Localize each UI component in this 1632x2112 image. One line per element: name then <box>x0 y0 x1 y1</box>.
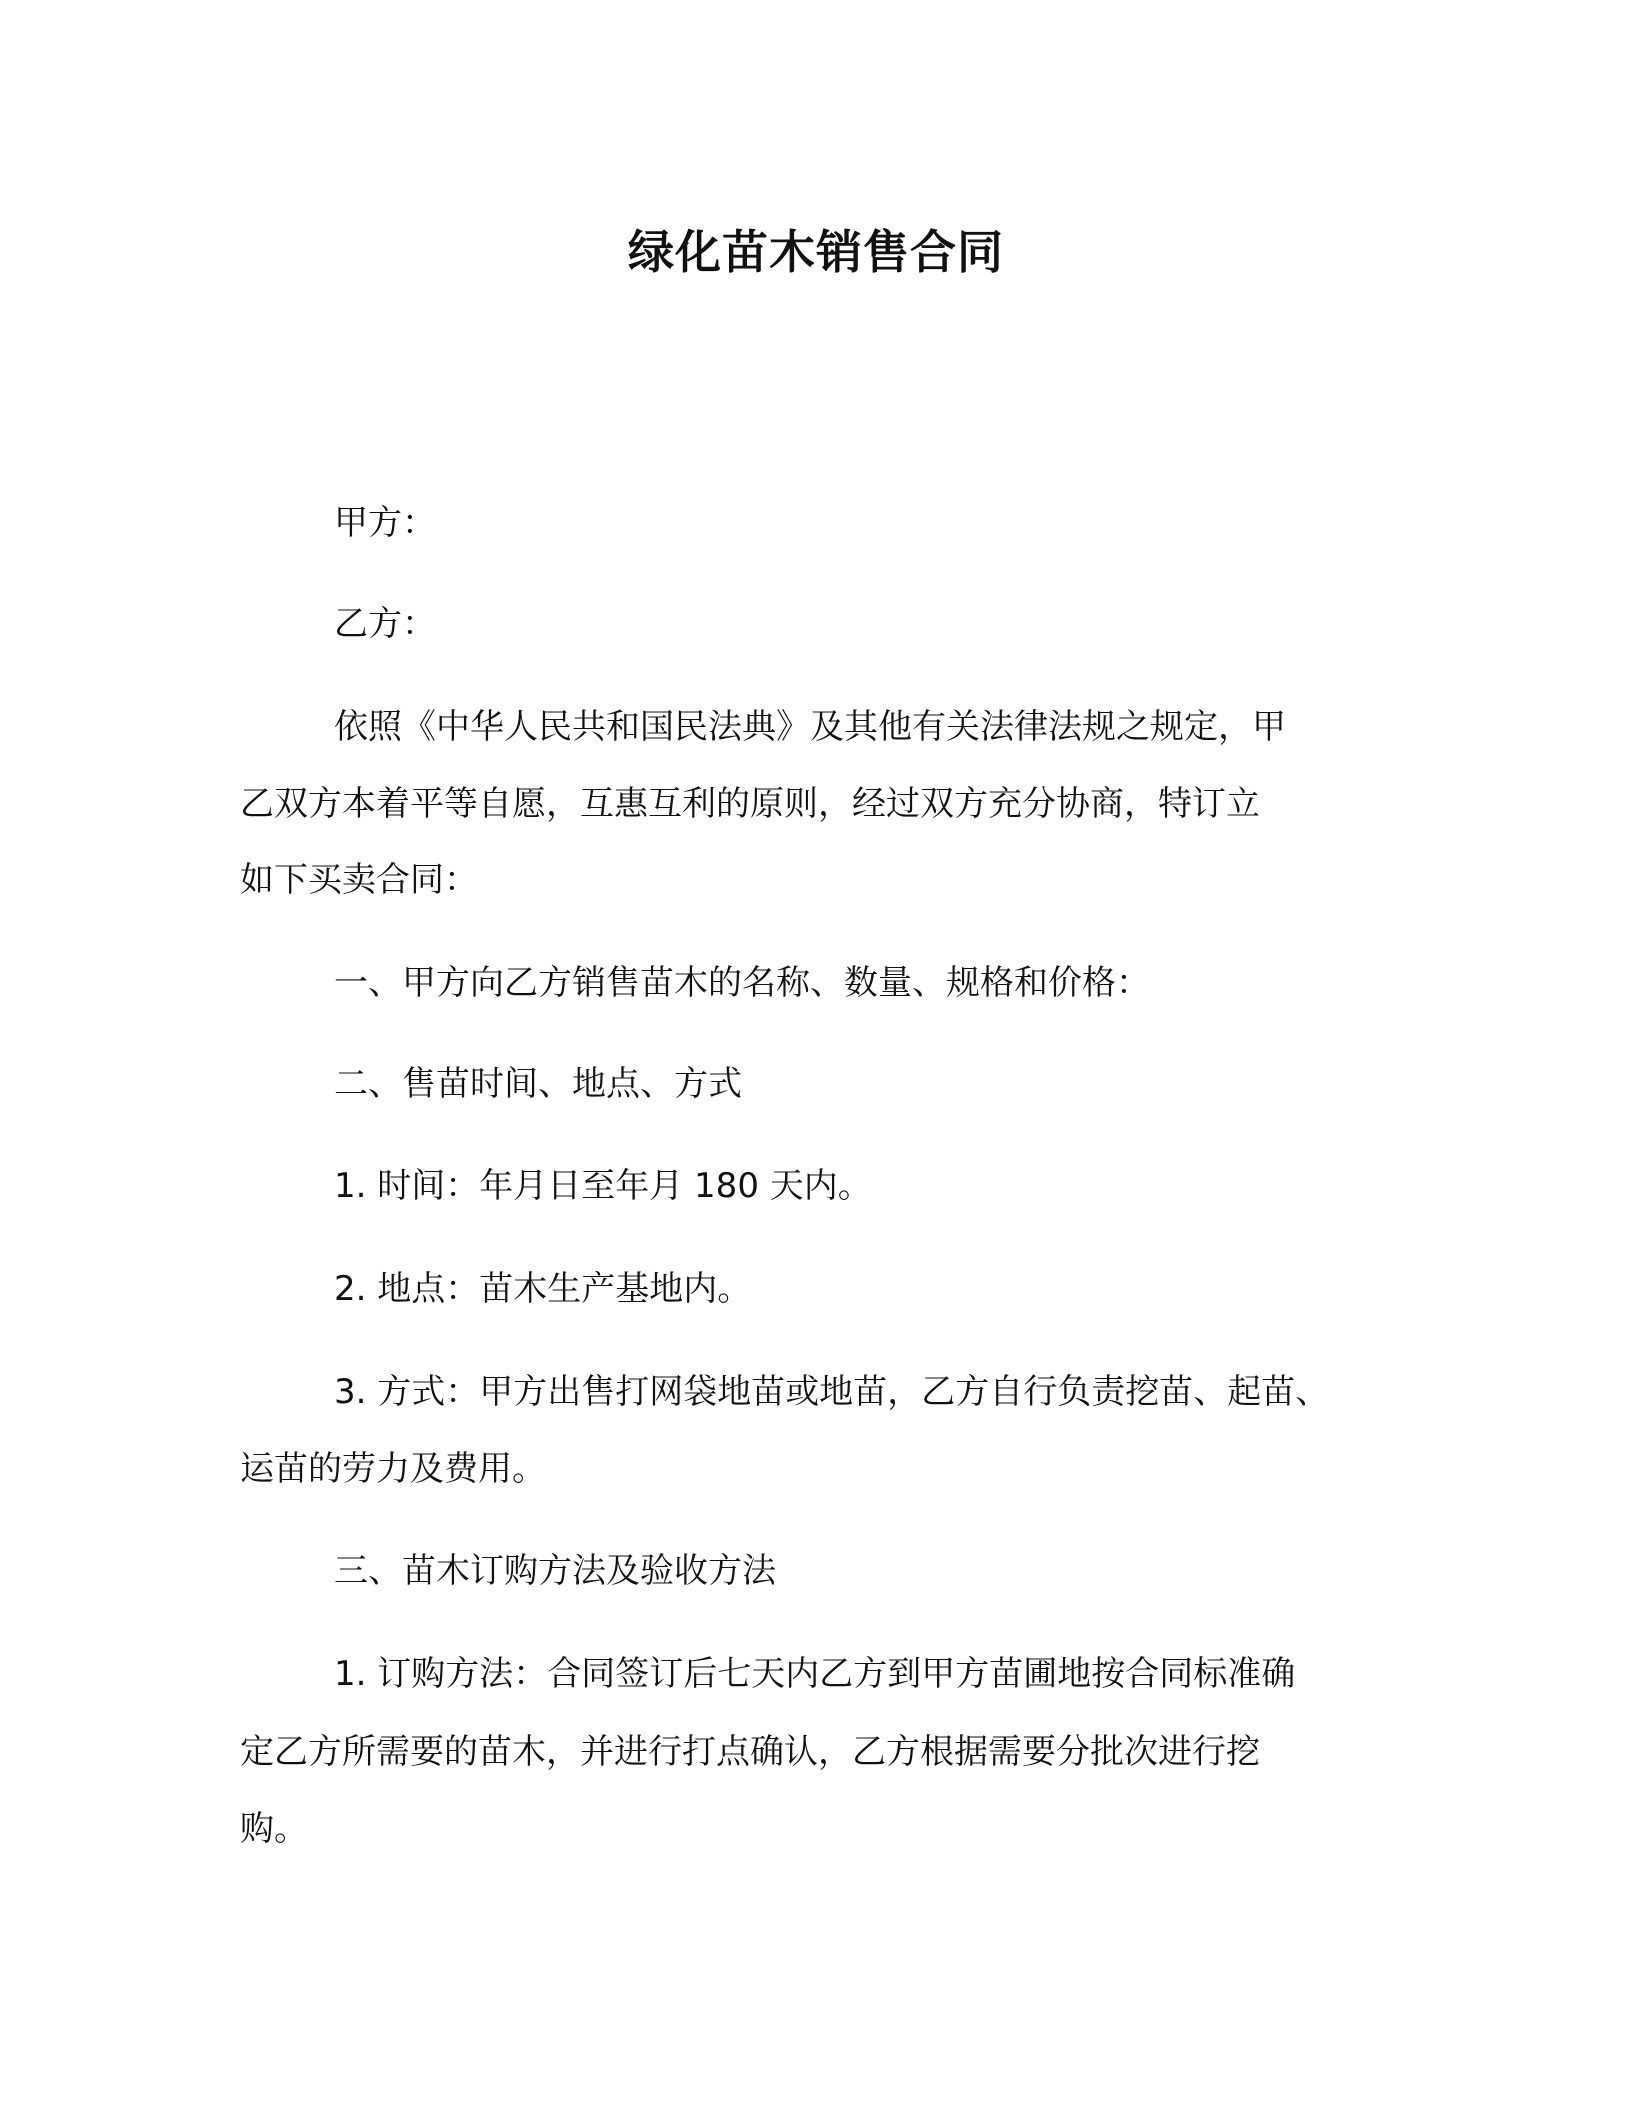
section-2-heading: 二、售苗时间、地点、方式 <box>334 1064 742 1104</box>
section-3-item-1-line-2: 定乙方所需要的苗木，并进行打点确认，乙方根据需要分批次进行挖 <box>240 1732 1260 1772</box>
section-3-item-1-line-1: 1. 订购方法：合同签订后七天内乙方到甲方苗圃地按合同标准确 <box>334 1654 1296 1694</box>
party-b-line: 乙方： <box>334 604 436 644</box>
party-a-line: 甲方： <box>334 503 436 543</box>
contract-title: 绿化苗木销售合同 <box>628 225 1004 279</box>
section-2-item-3-line-2: 运苗的劳力及费用。 <box>240 1449 546 1489</box>
section-2-item-3-line-1: 3. 方式：甲方出售打网袋地苗或地苗，乙方自行负责挖苗、起苗、 <box>334 1372 1330 1412</box>
preamble-line-3: 如下买卖合同： <box>240 860 478 900</box>
section-2-item-1: 1. 时间：年月日至年月 180 天内。 <box>334 1166 872 1206</box>
section-2-item-2: 2. 地点：苗木生产基地内。 <box>334 1269 752 1309</box>
preamble-line-2: 乙双方本着平等自愿，互惠互利的原则，经过双方充分协商，特订立 <box>240 784 1260 824</box>
section-1-heading: 一、甲方向乙方销售苗木的名称、数量、规格和价格： <box>334 963 1150 1003</box>
section-3-heading: 三、苗木订购方法及验收方法 <box>334 1551 776 1591</box>
section-3-item-1-line-3: 购。 <box>240 1809 308 1849</box>
preamble-line-1: 依照《中华人民共和国民法典》及其他有关法律法规之规定，甲 <box>334 707 1286 747</box>
